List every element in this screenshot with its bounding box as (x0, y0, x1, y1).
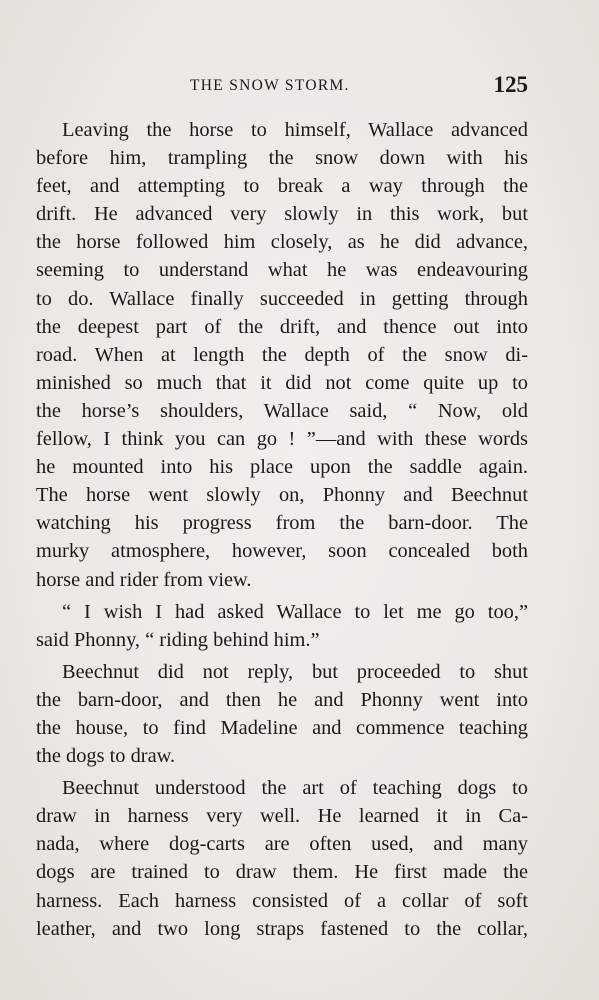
body-text (36, 116, 528, 943)
text-line: horse and rider from view. (36, 568, 252, 591)
text-line: said Phonny, “ riding behind him.” (36, 628, 320, 651)
page-header (36, 74, 528, 104)
text-line: watching his progress from the barn-door. The (36, 512, 528, 535)
paragraph (36, 598, 528, 654)
text-line: “ I wish I had asked Wallace to let me go too,” (62, 600, 528, 623)
page-number: 125 (493, 72, 528, 97)
text-line: to do. Wallace finally succeeded in getting through (36, 287, 528, 310)
paragraph (36, 658, 528, 770)
text-line: the horse followed him closely, as he did advance, (36, 231, 528, 254)
text-line: the dogs to draw. (36, 745, 176, 768)
text-line: the horse’s shoulders, Wallace said, “ Now, old (36, 399, 528, 422)
text-line: dogs are trained to draw them. He first made the (36, 861, 528, 884)
text-line: before him, trampling the snow down with his (36, 147, 528, 170)
text-line: feet, and attempting to break a way through the (36, 175, 528, 198)
text-line: murky atmosphere, however, soon concealed both (36, 540, 528, 563)
text-line: nada, where dog-carts are often used, and many (36, 833, 528, 856)
text-line: harness. Each harness consisted of a collar of soft (36, 889, 528, 912)
text-line: leather, and two long straps fastened to the collar, (36, 917, 528, 940)
paragraph (36, 774, 528, 943)
text-line: the barn-door, and then he and Phonny went into (36, 688, 528, 711)
text-line: Beechnut understood the art of teaching dogs to (62, 777, 528, 800)
text-line: minished so much that it did not come quite up to (36, 371, 528, 394)
text-line: he mounted into his place upon the saddle again. (36, 456, 528, 479)
text-line: draw in harness very well. He learned it in Ca- (36, 805, 528, 828)
paragraph (36, 116, 528, 594)
text-line: fellow, I think you can go ! ”—and with these words (36, 428, 528, 451)
text-line: the deepest part of the drift, and thence out into (36, 315, 528, 338)
text-line: seeming to understand what he was endeavouring (36, 259, 528, 282)
running-head: THE SNOW STORM. (190, 77, 350, 94)
text-line: Leaving the horse to himself, Wallace advanced (62, 119, 528, 141)
text-line: Beechnut did not reply, but proceeded to shut (62, 660, 528, 683)
text-line: drift. He advanced very slowly in this work, but (36, 203, 528, 226)
text-line: the house, to find Madeline and commence teaching (36, 716, 528, 739)
text-line: road. When at length the depth of the snow di- (36, 343, 528, 366)
text-line: The horse went slowly on, Phonny and Beechnut (36, 484, 528, 507)
